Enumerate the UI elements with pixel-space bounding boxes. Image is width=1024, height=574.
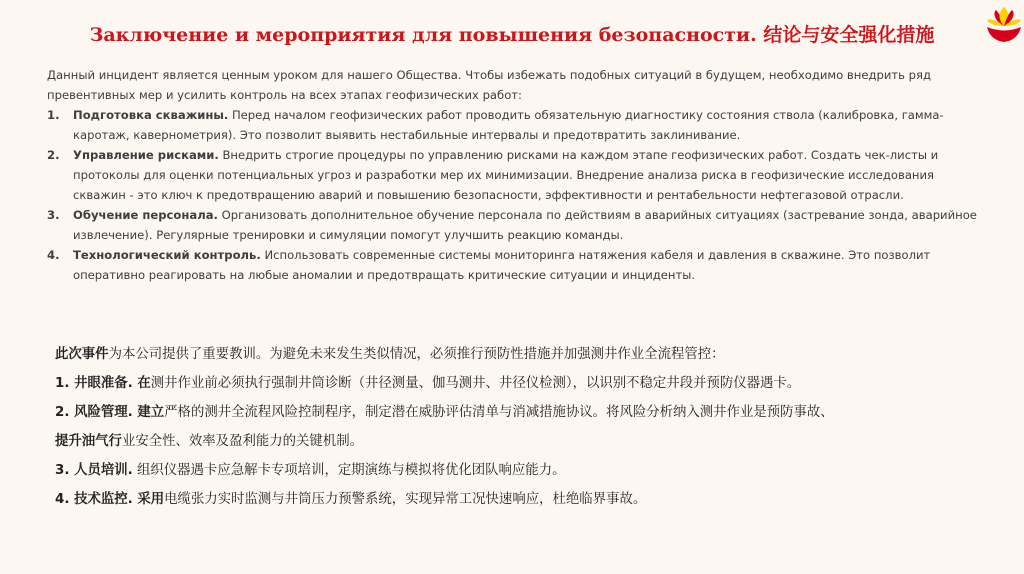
logo-base — [987, 27, 1021, 42]
chinese-conclusion — [55, 340, 990, 514]
item-heading: Подготовка скважины. — [73, 108, 229, 122]
list-item — [55, 398, 990, 456]
item-text: Организовать дополнительное обучение персонала по действиям в аварийных ситуациях (застревание зонда, аварийное извлечение). Регулярные тренировки и симуляции помогут улучшить реакцию команды. — [73, 208, 977, 242]
item-number: 1. — [47, 108, 60, 122]
item-heading: 3. 人员培训. — [55, 463, 133, 478]
item-heading: 4. 技术监控. 采用 — [55, 492, 165, 507]
item-text: Внедрить строгие процедуры по управлению рисками на каждом этапе геофизических работ. Создать чек-листы и протоколы для оценки потенциальных угроз и разработки мер их минимизации. Внедрение анализа риска в геофизические исследования скважин - это ключ к предотвращению аварий и повышению безопасности, эффективности и рентабельности нефтегазовой отрасли. — [73, 148, 939, 202]
item-text: 严格的测井全流程风险控制程序，制定潜在威胁评估清单与消减措施协议。将风险分析纳入测井作业是预防事故、 — [164, 405, 834, 420]
zh-intro — [55, 340, 990, 369]
list-item — [47, 205, 977, 245]
list-item — [55, 369, 990, 398]
russian-conclusion — [47, 65, 977, 285]
item-text: Использовать современные системы мониторинга натяжения кабеля и давления в скважине. Это позволит оперативно реагировать на любые аномалии и предотвращать критические ситуации и инциденты. — [73, 248, 931, 282]
item-heading: Обучение персонала. — [73, 208, 218, 222]
item-number: 3. — [47, 208, 60, 222]
list-item — [55, 485, 990, 514]
ru-intro: Данный инцидент является ценным уроком для нашего Общества. Чтобы избежать подобных ситуаций в будущем, необходимо внедрить ряд превентивных мер и усилить контроль на всех этапах геофизических работ: — [47, 68, 931, 102]
item-text-cont: 业安全性、效率及盈利能力的关键机制。 — [121, 434, 363, 449]
item-number: 4. — [47, 248, 60, 262]
item-heading-cont: 提升油气行 — [55, 434, 122, 449]
item-text: 测井作业前必须执行强制井筒诊断（井径测量、伽马测井、井径仪检测），以识别不稳定井段并预防仪器遇卡。 — [150, 376, 801, 391]
company-logo-icon — [984, 4, 1024, 44]
page-title: Заключение и мероприятия для повышения безопасности. 结论与安全强化措施 — [89, 24, 935, 46]
list-item — [47, 145, 977, 205]
item-heading: Управление рисками. — [73, 148, 219, 162]
zh-intro-bold: 此次事件 — [55, 347, 109, 362]
item-heading: 2. 风险管理. 建立 — [55, 405, 165, 420]
item-heading: 1. 井眼准备. 在 — [55, 376, 151, 391]
item-text: 组织仪器遇卡应急解卡专项培训，定期演练与模拟将优化团队响应能力。 — [132, 463, 566, 478]
item-text: 电缆张力实时监测与井筒压力预警系统，实现异常工况快速响应，杜绝临界事故。 — [164, 492, 647, 507]
ru-measures-list — [47, 105, 977, 285]
item-text: Перед началом геофизических работ проводить обязательную диагностику состояния ствола (калибровка, гамма-каротаж, кавернометрия). Это позволит выявить нестабильные интервалы и предотвратить заклинивание. — [73, 108, 944, 142]
zh-intro-text: 为本公司提供了重要教训。为避免未来发生类似情况，必须推行预防性措施并加强测井作业全流程管控： — [108, 347, 725, 362]
item-number: 2. — [47, 148, 60, 162]
list-item — [55, 456, 990, 485]
list-item — [47, 105, 977, 145]
item-heading: Технологический контроль. — [73, 248, 261, 262]
list-item — [47, 245, 977, 285]
